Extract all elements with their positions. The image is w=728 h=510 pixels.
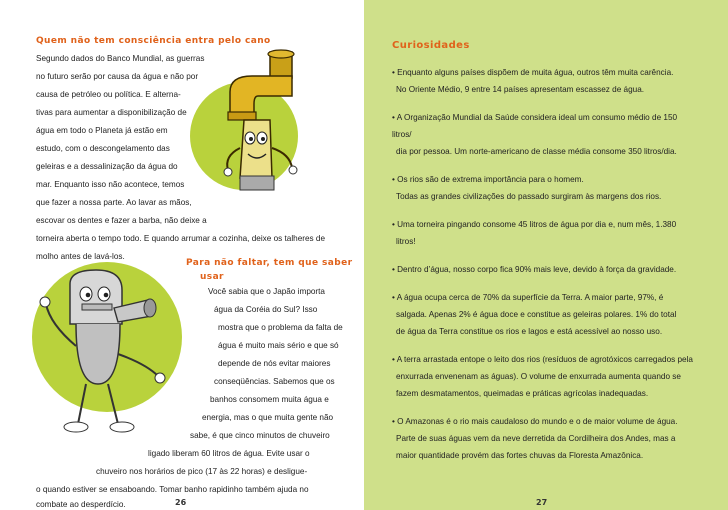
shower-character-illustration xyxy=(36,264,186,444)
bullet-line: fazem desmatamentos, queimadas e práticas agrícolas inadequadas. xyxy=(396,389,649,398)
bullet-line: dia por pessoa. Um norte-americano de classe média consome 350 litros/dia. xyxy=(396,147,677,156)
list-item xyxy=(392,216,696,250)
text-line: tivas para aumentar a disponibilização de xyxy=(36,108,187,117)
text-line: o quando estiver se ensaboando. Tomar banho rapidinho também ajuda no xyxy=(36,485,309,494)
text-line xyxy=(208,287,332,296)
bullet-line: salgada. Apenas 2% é água doce e constitue as geleiras polares. 1% do total xyxy=(396,310,677,319)
list-item xyxy=(392,289,696,340)
list-item xyxy=(392,171,696,205)
bullet-line: • A água ocupa cerca de 70% da superfície da Terra. A maior parte, 97%, é xyxy=(392,293,664,302)
bullet-line: de água da Terra constitue os rios e lagos e está acessível ao nosso uso. xyxy=(396,327,663,336)
text-line: causa de petróleo ou política. E alterna- xyxy=(36,90,181,99)
bullet-line: • A terra arrastada entope o leito dos rios (resíduos de agrotóxicos carregados pela xyxy=(392,355,693,364)
bullet-line: • Enquanto alguns países dispõem de muita água, outros têm muita carência. xyxy=(392,68,674,77)
bullet-line: • Uma torneira pingando consome 45 litros de água por dia e, num mês, 1.380 xyxy=(392,220,677,229)
list-item xyxy=(392,109,696,160)
text-line: conseqüências. Sabemos que os xyxy=(214,377,335,386)
list-item xyxy=(392,413,696,464)
text-line: depende de nós evitar maiores xyxy=(218,359,331,368)
text-line: combate ao desperdício. xyxy=(36,500,126,509)
bullet-line: • Dentro d’água, nosso corpo fica 90% mais leve, devido à força da gravidade. xyxy=(392,265,677,274)
text-line: mostra que o problema da falta de xyxy=(218,323,343,332)
left-subtitle-line1: Para não faltar, tem que saber xyxy=(186,258,353,268)
text-line: energia, mas o que muita gente não xyxy=(202,413,334,422)
text-line: torneira aberta o tempo todo. E quando arrumar a cozinha, deixe os talheres de xyxy=(36,234,326,243)
text-line: água é muito mais sério e que só xyxy=(218,341,339,350)
text-line: no futuro serão por causa da água e não por xyxy=(36,72,199,81)
right-page-title: Curiosidades xyxy=(392,40,470,51)
left-page-title: Quem não tem consciência entra pelo cano xyxy=(36,36,271,46)
page-number-left: 26 xyxy=(175,498,187,507)
text-line: chuveiro nos horários de pico (17 às 22 horas) e desligue- xyxy=(96,467,308,476)
faucet-character-illustration xyxy=(210,48,320,208)
bullet-line: maior quantidade provém das fortes chuvas da Floresta Amazônica. xyxy=(396,451,644,460)
bullet-line: • Os rios são de extrema importância para o homem. xyxy=(392,175,584,184)
list-item xyxy=(392,64,696,98)
text-line: água da Coréia do Sul? Isso xyxy=(214,305,318,314)
bullet-line: Todas as grandes civilizações do passado surgiram às margens dos rios. xyxy=(396,192,662,201)
text-line: Segundo dados do Banco Mundial, as guerras xyxy=(36,54,205,63)
text-line: geleiras e a dessalinização da água do xyxy=(36,162,178,171)
left-subtitle-line2: usar xyxy=(200,272,224,282)
bullet-line: • O Amazonas é o rio mais caudaloso do mundo e o de maior volume de água. xyxy=(392,417,678,426)
bullet-line: • A Organização Mundial da Saúde considera ideal um consumo médio de 150 litros/ xyxy=(392,113,678,139)
page-number-right: 27 xyxy=(536,498,548,507)
bullet-line: No Oriente Médio, 9 entre 14 países apresentam escassez de água. xyxy=(396,85,645,94)
text-line: molho antes de lavá-los. xyxy=(36,252,125,261)
list-item xyxy=(392,351,696,402)
bullet-line: enxurrada envenenam as águas). O volume de enxurrada aumenta quando se xyxy=(396,372,681,381)
text-line: ligado liberam 60 litros de água. Evite usar o xyxy=(148,449,310,458)
text-line: mar. Enquanto isso não acontece, temos xyxy=(36,180,185,189)
text-line: estudo, com o descongelamento das xyxy=(36,144,170,153)
curiosities-list xyxy=(392,64,696,475)
bullet-line: litros! xyxy=(396,237,416,246)
bullet-line: Parte de suas águas vem da neve derretida da Cordilheira dos Andes, mas a xyxy=(396,434,676,443)
text-line: escovar os dentes e fazer a barba, não deixe a xyxy=(36,216,207,225)
text-line: água em todo o Planeta já estão em xyxy=(36,126,168,135)
text-line: sabe, é que cinco minutos de chuveiro xyxy=(190,431,330,440)
text-line: banhos consomem muita água e xyxy=(210,395,329,404)
text-line: que fazer a nossa parte. Ao lavar as mãos, xyxy=(36,198,192,207)
list-item xyxy=(392,261,696,278)
text-line-content: Você sabia que o Japão importa xyxy=(208,287,325,296)
